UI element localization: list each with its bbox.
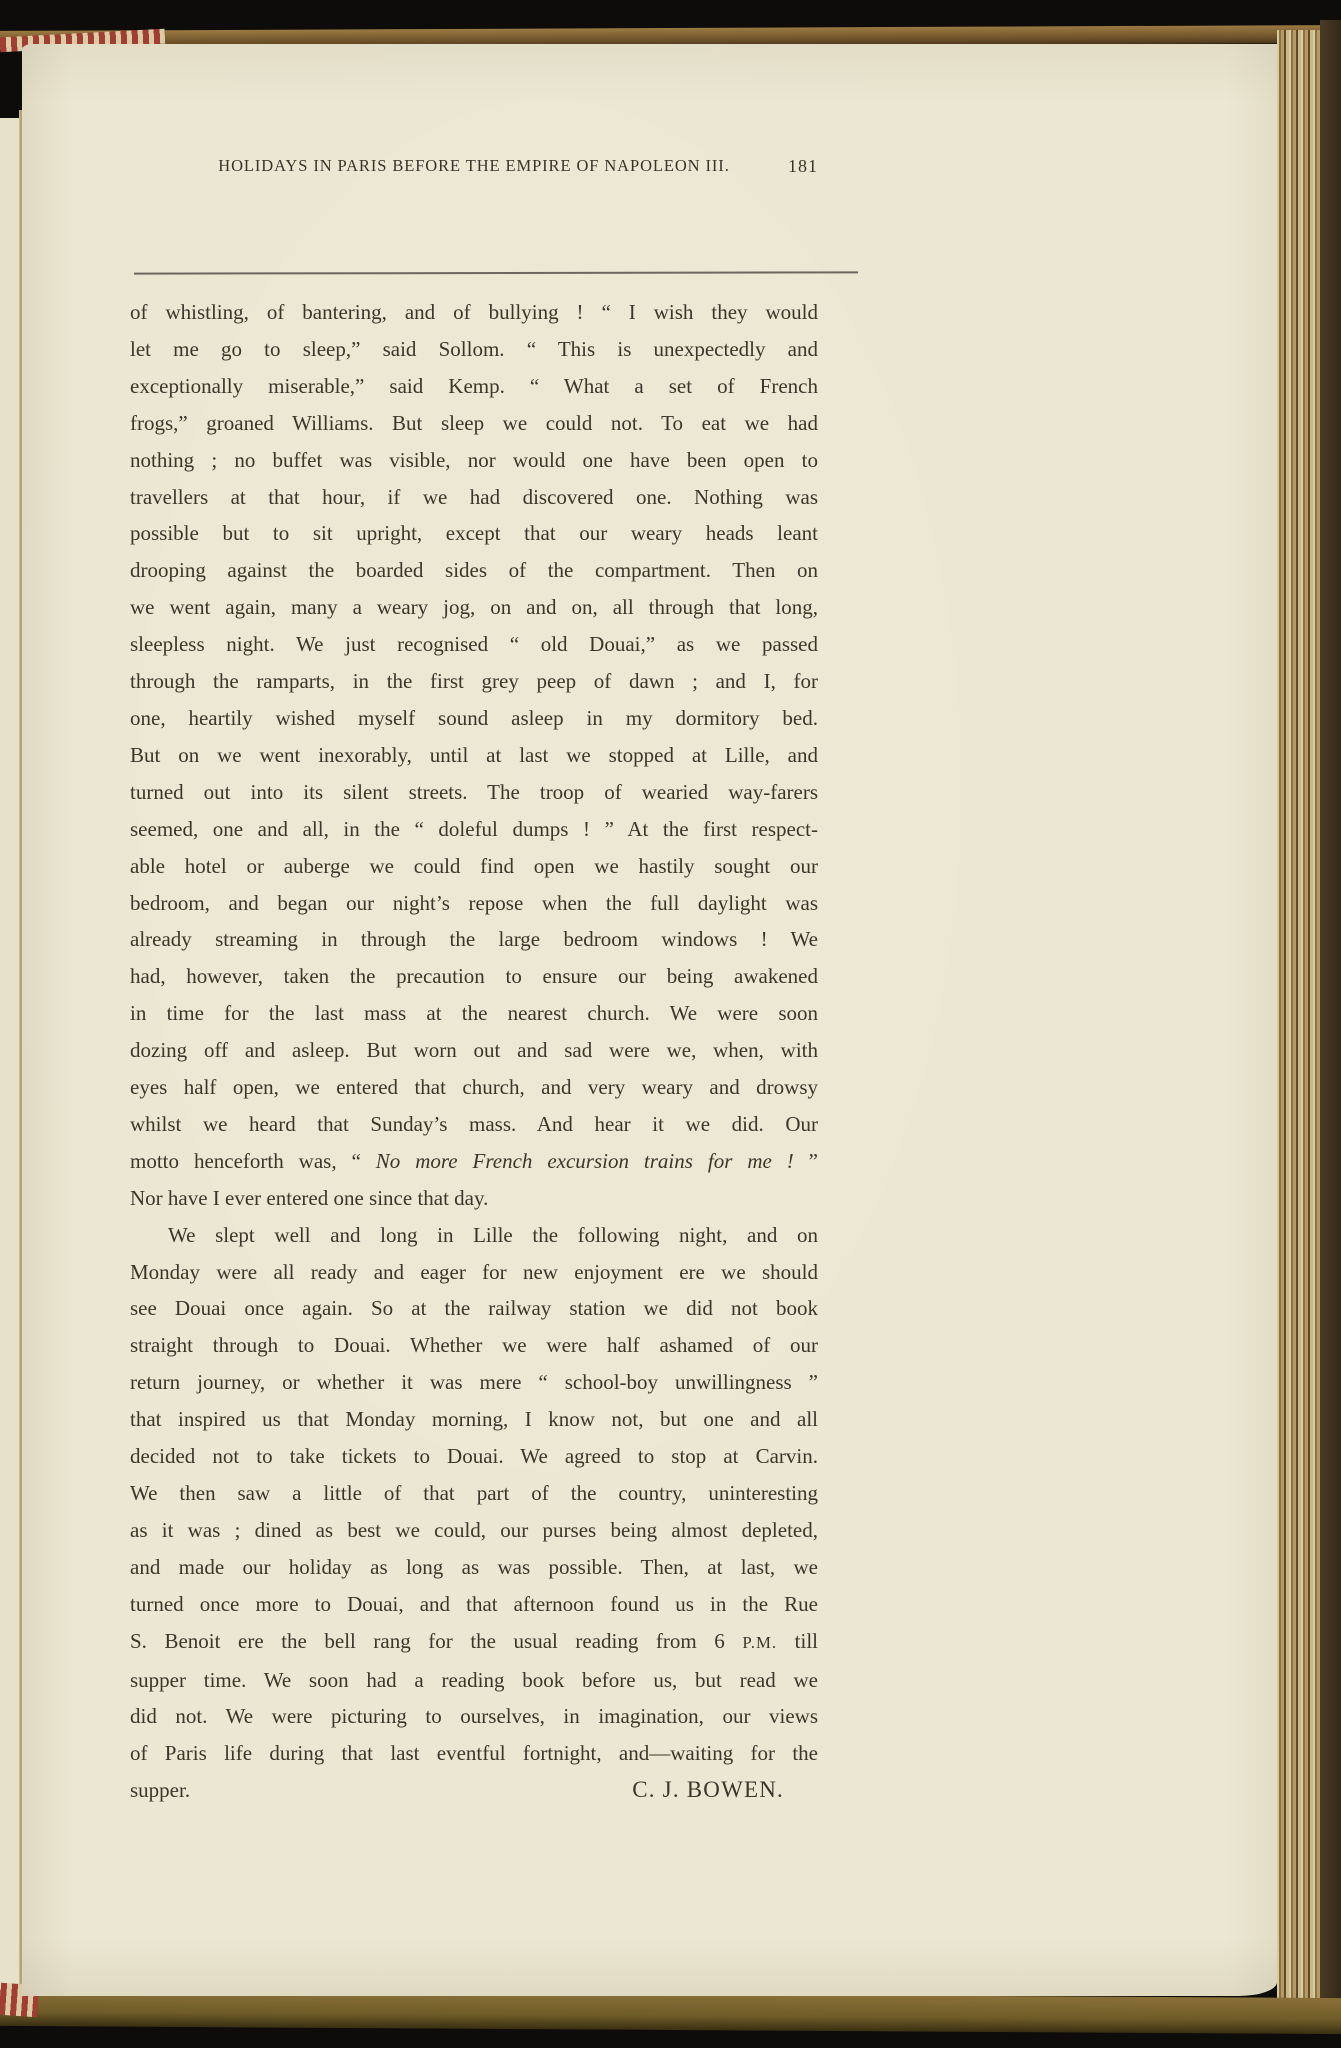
running-title: HOLIDAYS IN PARIS BEFORE THE EMPIRE OF NAPOLEON III. bbox=[218, 156, 730, 175]
text-line bbox=[130, 1069, 818, 1106]
text-line bbox=[130, 663, 818, 700]
page-number: 181 bbox=[788, 156, 818, 176]
text-line bbox=[130, 589, 818, 626]
italic-text: No more French excursion trains for me ! bbox=[375, 1148, 794, 1173]
running-head bbox=[130, 156, 818, 186]
text-line bbox=[130, 1106, 818, 1143]
last-word: supper. bbox=[130, 1778, 191, 1803]
text-line bbox=[130, 626, 818, 663]
body-text: turned out into its silent streets. The troop of wearied way-farers bbox=[130, 779, 818, 804]
book-cover-edge bbox=[1320, 20, 1341, 2026]
body-text: straight through to Douai. Whether we were half ashamed of our bbox=[130, 1333, 818, 1358]
text-line bbox=[130, 774, 818, 811]
body-text: as it was ; dined as best we could, our purses being almost depleted, bbox=[130, 1517, 818, 1542]
body-text: let me go to sleep,” said Sollom. “ This is unexpectedly and bbox=[130, 336, 818, 361]
text-block bbox=[130, 294, 818, 1809]
body-text: and made our holiday as long as was possible. Then, at last, we bbox=[130, 1554, 818, 1579]
author-signature: C. J. BOWEN. bbox=[632, 1777, 784, 1803]
body-text: turned once more to Douai, and that afternoon found us in the Rue bbox=[130, 1591, 818, 1616]
text-line bbox=[130, 995, 818, 1032]
body-text: We slept well and long in Lille the following night, and on bbox=[168, 1222, 818, 1247]
page-stack-edge bbox=[1277, 30, 1322, 2022]
closing-line bbox=[130, 1772, 818, 1809]
body-text: see Douai once again. So at the railway station we did not book bbox=[130, 1296, 818, 1321]
text-line bbox=[130, 1698, 818, 1735]
text-line bbox=[130, 1735, 818, 1772]
book-page bbox=[22, 44, 1277, 1996]
body-text: Monday were all ready and eager for new enjoyment ere we should bbox=[130, 1259, 818, 1284]
body-text: whilst we heard that Sunday’s mass. And hear it we did. Our bbox=[130, 1111, 818, 1136]
text-line bbox=[130, 1401, 818, 1438]
text-line bbox=[130, 1662, 818, 1699]
text-line bbox=[130, 811, 818, 848]
text-line bbox=[130, 700, 818, 737]
body-text: dozing off and asleep. But worn out and sad were we, when, with bbox=[130, 1038, 818, 1063]
text-line bbox=[130, 921, 818, 958]
body-text: sleepless night. We just recognised “ old Douai,” as we passed bbox=[130, 632, 818, 657]
text-line bbox=[130, 1290, 818, 1327]
body-text: did not. We were picturing to ourselves, in imagination, our views bbox=[130, 1704, 818, 1729]
text-line bbox=[130, 1475, 818, 1512]
body-text: seemed, one and all, in the “ doleful dumps ! ” At the first respect- bbox=[130, 816, 818, 841]
text-line bbox=[130, 1254, 818, 1291]
text-line bbox=[130, 1549, 818, 1586]
text-line bbox=[130, 1586, 818, 1623]
body-text: already streaming in through the large bedroom windows ! We bbox=[130, 927, 818, 952]
text-line bbox=[130, 1623, 818, 1662]
body-text: one, heartily wished myself sound asleep in my dormitory bed. bbox=[130, 705, 818, 730]
text-line bbox=[130, 1143, 818, 1180]
text-line bbox=[130, 1217, 818, 1254]
text-line bbox=[130, 1032, 818, 1069]
body-text: S. Benoit ere the bell rang for the usual reading from 6 bbox=[130, 1628, 743, 1653]
body-text: ” bbox=[793, 1148, 818, 1173]
body-text: frogs,” groaned Williams. But sleep we could not. To eat we had bbox=[130, 410, 818, 435]
body-text: exceptionally miserable,” said Kemp. “ What a set of French bbox=[130, 373, 818, 398]
smallcaps-text: P.M. bbox=[742, 1632, 778, 1652]
body-text: able hotel or auberge we could find open we hastily sought our bbox=[130, 853, 818, 878]
text-line bbox=[130, 515, 818, 552]
text-line bbox=[130, 958, 818, 995]
text-line bbox=[130, 331, 818, 368]
body-text: drooping against the boarded sides of the compartment. Then on bbox=[130, 558, 818, 583]
text-line bbox=[130, 442, 818, 479]
body-text: possible but to sit upright, except that our weary heads leant bbox=[130, 521, 818, 546]
text-line bbox=[130, 368, 818, 405]
text-line bbox=[130, 1327, 818, 1364]
body-text: return journey, or whether it was mere “ school-boy unwillingness ” bbox=[130, 1370, 818, 1395]
body-text: had, however, taken the precaution to ensure our being awakened bbox=[130, 964, 818, 989]
body-text: of whistling, of bantering, and of bullying ! “ I wish they would bbox=[130, 300, 818, 324]
text-line bbox=[130, 405, 818, 442]
text-line bbox=[130, 1364, 818, 1401]
body-text: through the ramparts, in the first grey peep of dawn ; and I, for bbox=[130, 669, 818, 694]
body-text: motto henceforth was, “ bbox=[130, 1148, 376, 1173]
header-rule bbox=[134, 271, 858, 274]
body-text: till bbox=[777, 1628, 818, 1653]
body-text: of Paris life during that last eventful fortnight, and—waiting for the bbox=[130, 1741, 818, 1766]
book-bottom-edge bbox=[0, 1990, 1341, 2034]
text-line bbox=[130, 552, 818, 589]
body-text: bedroom, and began our night’s repose when the full daylight was bbox=[130, 890, 818, 915]
body-text: supper time. We soon had a reading book before us, but read we bbox=[130, 1667, 818, 1692]
body-text: that inspired us that Monday morning, I know not, but one and all bbox=[130, 1407, 818, 1432]
text-line bbox=[130, 1180, 818, 1217]
text-line bbox=[130, 1512, 818, 1549]
text-line bbox=[130, 294, 818, 331]
body-text: decided not to take tickets to Douai. We agreed to stop at Carvin. bbox=[130, 1444, 818, 1469]
body-text: nothing ; no buffet was visible, nor would one have been open to bbox=[130, 447, 818, 472]
body-text: We then saw a little of that part of the country, uninteresting bbox=[130, 1481, 818, 1505]
text-line bbox=[130, 479, 818, 516]
body-text: travellers at that hour, if we had discovered one. Nothing was bbox=[130, 484, 818, 509]
body-text: eyes half open, we entered that church, and very weary and drowsy bbox=[130, 1075, 818, 1100]
text-line bbox=[130, 848, 818, 885]
text-line bbox=[130, 737, 818, 774]
text-line bbox=[130, 885, 818, 922]
body-text: we went again, many a weary jog, on and on, all through that long, bbox=[130, 595, 818, 620]
body-text: in time for the last mass at the nearest church. We were soon bbox=[130, 1001, 818, 1026]
text-line bbox=[130, 1438, 818, 1475]
body-text: Nor have I ever entered one since that day. bbox=[130, 1185, 489, 1210]
body-text: But on we went inexorably, until at last we stopped at Lille, and bbox=[130, 742, 818, 767]
